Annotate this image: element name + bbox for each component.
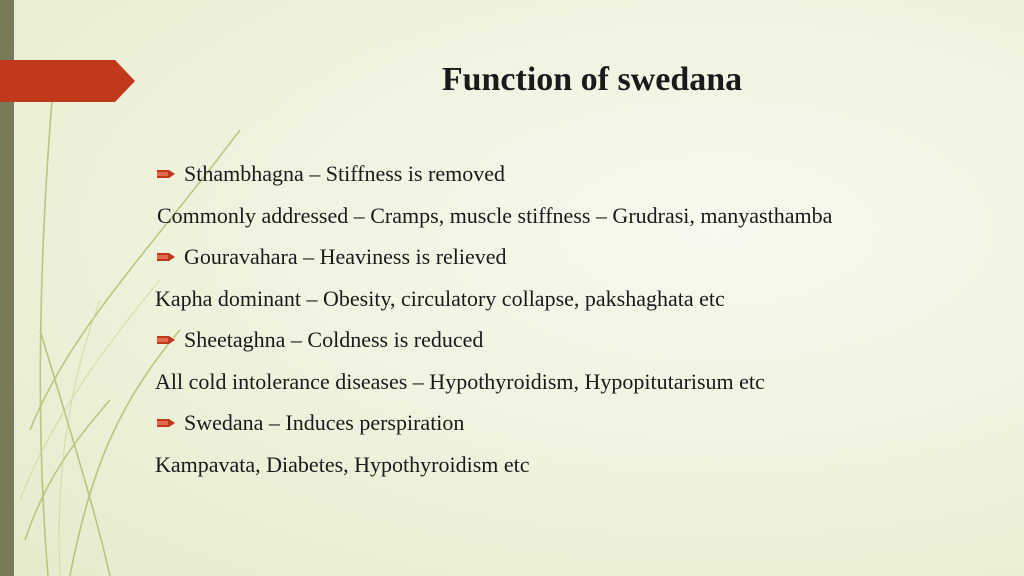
detail-gouravahara: Kapha dominant – Obesity, circulatory collapse, pakshaghata etc bbox=[155, 286, 725, 311]
bullet-item-swedana: Swedana – Induces perspiration bbox=[184, 410, 465, 435]
detail-swedana: Kampavata, Diabetes, Hypothyroidism etc bbox=[155, 452, 530, 477]
pencil-arrow-icon bbox=[157, 334, 175, 346]
pencil-arrow-icon bbox=[157, 251, 175, 263]
bullet-item-gouravahara: Gouravahara – Heaviness is relieved bbox=[184, 244, 507, 269]
title-accent-tab bbox=[0, 60, 135, 102]
detail-sheetaghna: All cold intolerance diseases – Hypothyroidism, Hypopitutarisum etc bbox=[155, 369, 765, 394]
pencil-arrow-icon bbox=[157, 168, 175, 180]
bullet-item-sthambhagna: Sthambhagna – Stiffness is removed bbox=[184, 161, 505, 186]
detail-sthambhagna: Commonly addressed – Cramps, muscle stiffness – Grudrasi, manyasthamba bbox=[157, 203, 833, 228]
bullet-item-sheetaghna: Sheetaghna – Coldness is reduced bbox=[184, 327, 484, 352]
slide-title: Function of swedana bbox=[441, 61, 743, 98]
pencil-arrow-icon bbox=[157, 417, 175, 429]
